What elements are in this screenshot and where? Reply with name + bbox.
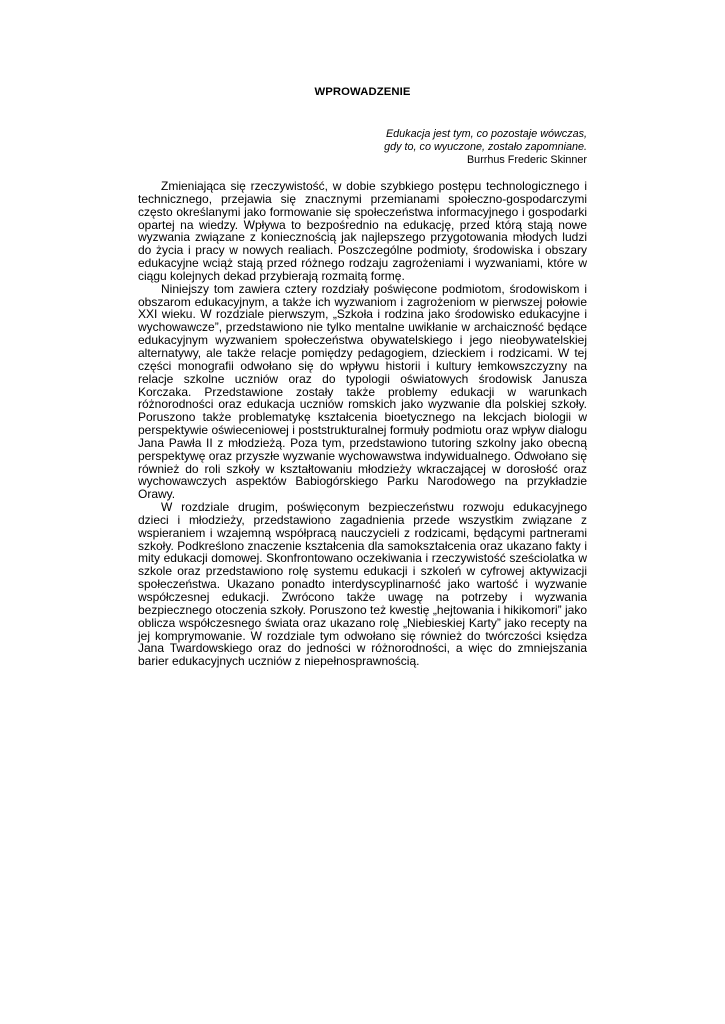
epigraph-author: Burrhus Frederic Skinner xyxy=(466,153,587,166)
body-text xyxy=(138,180,587,668)
paragraph-3: W rozdziale drugim, poświęconym bezpieczeństwu rozwoju edukacyjnego dzieci i młodzieży, przedstawiono zagadnienia przede wszystkim związane z wspieraniem i wzajemną współpracą nauczycieli z rodzicami, będącymi partnerami szkoły. Podkreślono znaczenie kształcenia dla samokształcenia oraz ukazano fakty i mity edukacji domowej. Skonfrontowano oczekiwania i rzeczywistość sześciolatka w szkole oraz przedstawiono rolę systemu edukacji i szkoleń w cyfrowej aktywizacji społeczeństwa. Ukazano ponadto interdyscyplinarność jako wartość i wyzwanie współczesnej edukacji. Zwrócono także uwagę na potrzeby i wyzwania bezpiecznego otoczenia szkoły. Poruszono też kwestię „hejtowania i hikikomori” jako oblicza współczesnego świata oraz ukazano rolę „Niebieskiej Karty” jako recepty na jej komprymowanie. W rozdziale tym odwołano się również do twórczości księdza Jana Twardowskiego oraz do jedności w różnorodności, a więc do zmniejszania barier edukacyjnych uczniów z niepełnosprawnością. xyxy=(138,500,587,669)
page-title: WPROWADZENIE xyxy=(314,86,411,98)
paragraph-2: Niniejszy tom zawiera cztery rozdziały poświęcone podmiotom, środowiskom i obszarom edukacyjnym, a także ich wyzwaniom i zagrożeniom w pierwszej połowie XXI wieku. W rozdziale pierwszym, „Szkoła i rodzina jako środowisko edukacyjne i wychowawcze”, przedstawiono nie tylko mentalne uwikłanie w archaiczność będące edukacyjnym wyzwaniem społeczeństwa obywatelskiego i jego nieobywatelskiej alternatywy, ale także relacje pomiędzy pedagogiem, dzieckiem i rodzicami. W tej części monografii odwołano się do wpływu historii i kultury łemkowszczyzny na relacje szkolne uczniów oraz do typologii oświatowych środowisk Janusza Korczaka. Przedstawione zostały także problemy edukacji w warunkach różnorodności oraz edukacja uczniów romskich jako wyzwanie dla polskiej szkoły. Poruszono także problematykę kształcenia bioetycznego na lekcjach biologii w perspektywie oświeceniowej i poststrukturalnej formuły podmiotu oraz wpływ dialogu Jana Pawła II z młodzieżą. Poza tym, przedstawiono tutoring szkolny jako obecną perspektywę oraz przyszłe wyzwanie wychowawstwa indywidualnego. Odwołano się również do roli szkoły w kształtowaniu młodzieży wkraczającej w dorosłość oraz wychowawczych aspektów Babiogórskiego Parku Narodowego na przykładzie Orawy. xyxy=(138,281,587,502)
paragraph-1: Zmieniająca się rzeczywistość, w dobie szybkiego postępu technologicznego i technicznego, przejawia się znacznymi przemianami społeczno-gospodarczymi często określanymi jako formowanie się społeczeństwa informacyjnego i gospodarki opartej na wiedzy. Wpływa to bezpośrednio na edukację, przed którą stają nowe wyzwania związane z koniecznością jak najlepszego przygotowania młodych ludzi do życia i pracy w nowych realiach. Poszczególne podmioty, środowiska i obszary edukacyjne wciąż stają przed różnego rodzaju zagrożeniami i wyzwaniami, które w ciągu kolejnych dekad przybierają rozmaitą formę. xyxy=(138,179,587,283)
epigraph-line-1: Edukacja jest tym, co pozostaje wówczas, xyxy=(385,128,587,140)
epigraph-line-2: gdy to, co wyuczone, zostało zapomniane. xyxy=(384,140,587,153)
epigraph xyxy=(384,128,587,167)
